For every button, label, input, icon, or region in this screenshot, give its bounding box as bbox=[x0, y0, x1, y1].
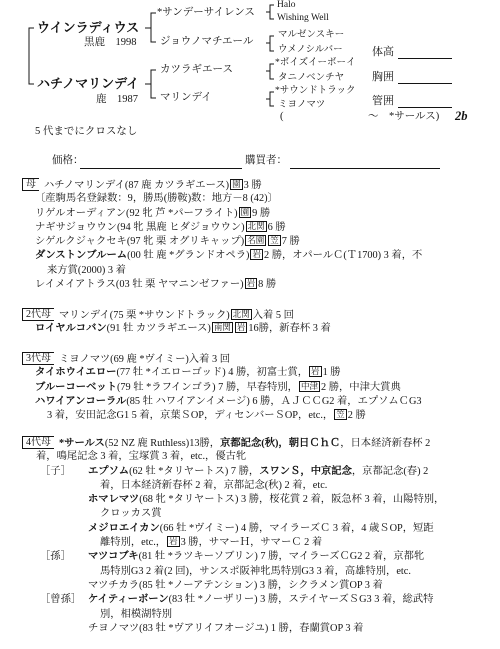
dam-section bbox=[22, 178, 482, 292]
emphasized-text: ダンストンブルーム bbox=[35, 250, 128, 262]
record-text: ナギサジョウウン(94 牝 黒鹿 ヒダジョウウン) bbox=[35, 221, 245, 233]
record-text: ミヨノマツ(69 鹿 *ヴイミー)入着 3 回 bbox=[59, 354, 230, 365]
region-badge: 岩 bbox=[169, 536, 178, 547]
record-text: 着，鳴尾記念 3 着，宝塚賞 3 着，etc.，優古牝 bbox=[36, 451, 247, 463]
record-text: (62 牡 *タリヤートス) 7 勝， bbox=[129, 465, 260, 477]
sire-dam-name: ジョウノマチエール bbox=[160, 36, 254, 47]
cannon-label: 管囲 bbox=[372, 95, 394, 107]
cannon-blank bbox=[398, 107, 452, 108]
buyer-blank bbox=[290, 168, 440, 169]
sire-dam-bracket bbox=[266, 36, 274, 51]
fourth-dam-section bbox=[22, 436, 482, 636]
height-label: 体高 bbox=[372, 46, 394, 58]
dam-bracket bbox=[145, 70, 156, 98]
record-text: 3 勝，サマーＨ，サマーＣ 2 着 bbox=[180, 537, 323, 549]
emphasized-text: ハワイアンコーラル bbox=[35, 395, 127, 407]
region-badge: 南関 bbox=[213, 322, 231, 333]
region-badge: 岩 bbox=[311, 366, 320, 377]
record-line bbox=[40, 622, 482, 636]
record-line bbox=[40, 465, 482, 479]
emphasized-text: ロイヤルコバン bbox=[35, 323, 107, 335]
record-line bbox=[35, 366, 482, 380]
second-dam-section bbox=[22, 308, 482, 337]
record-text: 6 勝 bbox=[267, 221, 286, 233]
record-line bbox=[22, 436, 482, 450]
great-grandparent-name: Halo bbox=[277, 0, 296, 10]
record-text: 7 勝 bbox=[281, 236, 300, 248]
record-text: (81 牡 *ラツキーソブリン) 7 勝，マイラーズＣG2 2 着，京都牝 bbox=[138, 551, 425, 563]
dam-sire-bracket bbox=[266, 64, 274, 79]
record-text: 8 勝 bbox=[258, 279, 277, 291]
record-line bbox=[35, 278, 482, 292]
region-badge: 中津 bbox=[300, 380, 318, 391]
record-text: 着，日本経済新春杯 2 着，京都記念(秋) 2 着，etc. bbox=[100, 479, 328, 491]
record-line bbox=[35, 235, 482, 249]
main-bracket bbox=[29, 28, 34, 84]
region-badge: 岩 bbox=[236, 322, 246, 333]
record-line bbox=[22, 178, 482, 192]
record-line bbox=[47, 264, 482, 278]
record-text: ，日本経済新春杯 2 bbox=[340, 438, 431, 449]
great-grandparent-name: タニノベンチヤ bbox=[278, 73, 345, 83]
sire-sire-bracket bbox=[266, 5, 274, 19]
emphasized-text: *サールス bbox=[59, 438, 105, 449]
region-badge: 岩 bbox=[246, 278, 256, 289]
emphasized-text: ホマレマツ bbox=[88, 494, 140, 506]
record-text: リゲルオーディアン(92 牝 芦 *パーフライト) bbox=[35, 207, 238, 219]
family-line-range: ～ *サールス) bbox=[368, 111, 440, 122]
generation-tag: ［曾孫］ bbox=[40, 594, 82, 606]
emphasized-text: メジロエイカン bbox=[88, 522, 160, 534]
region-badge: 名園 bbox=[247, 235, 265, 246]
record-line bbox=[22, 352, 482, 366]
great-grandparent-name: ウメノシルバー bbox=[278, 45, 343, 55]
record-line bbox=[22, 308, 482, 322]
record-line bbox=[40, 579, 482, 593]
section-label: 3代母 bbox=[22, 352, 54, 365]
record-line bbox=[35, 395, 482, 409]
emphasized-text: ブルーコーベット bbox=[35, 381, 117, 393]
great-grandparent-name: ミヨノマツ bbox=[278, 100, 326, 110]
third-dam-section bbox=[22, 352, 482, 423]
record-text: 3 勝 bbox=[243, 180, 262, 191]
family-line-open: ( bbox=[280, 111, 284, 122]
record-line bbox=[100, 536, 482, 550]
record-text: 2 勝，オパールＣ(Ｔ1700) 3 着，不 bbox=[263, 250, 423, 262]
record-line bbox=[35, 249, 482, 263]
buyer-label: 購買者： bbox=[245, 155, 287, 166]
cross-note: 5 代までにクロスなし bbox=[35, 126, 138, 137]
record-text: (00 牡 鹿 *グランドオペラ) bbox=[127, 250, 250, 262]
record-text: (77 牡 *イエローゴッド) 4 勝，初富士賞， bbox=[116, 367, 309, 379]
emphasized-text: ケイティーボーン bbox=[88, 594, 169, 606]
sire-sire-name: *サンデーサイレンス bbox=[157, 7, 255, 18]
emphasized-text: マツコブキ bbox=[88, 551, 139, 563]
record-line bbox=[100, 479, 482, 493]
dam-dam-name: マリンデイ bbox=[160, 92, 212, 103]
record-text: 入着 5 回 bbox=[252, 310, 294, 321]
region-badge: 園 bbox=[232, 179, 241, 189]
girth-blank bbox=[398, 83, 452, 84]
emphasized-text: スワンＳ，中京記念 bbox=[259, 465, 352, 477]
record-text: 来方賞(2000) 3 着 bbox=[47, 264, 126, 276]
price-blank bbox=[80, 168, 242, 169]
record-text: (85 牡 ハワイアンイメージ) 6 勝，ＡＪＣＣG2 着，エプソムＣG3 bbox=[126, 395, 422, 407]
record-line bbox=[35, 192, 482, 206]
emphasized-text: エプソム bbox=[88, 465, 130, 477]
record-line bbox=[35, 207, 482, 221]
generation-tag: ［孫］ bbox=[40, 551, 71, 563]
record-text: 16勝，新春杯 3 着 bbox=[248, 323, 331, 335]
region-badge: 笠 bbox=[270, 235, 279, 246]
record-line bbox=[40, 522, 482, 536]
record-text: ハチノマリンデイ(87 鹿 カツラギエース) bbox=[44, 180, 230, 191]
record-text: (79 牡 *ラフインゴラ) 7 勝，早春特別， bbox=[116, 381, 298, 393]
dam-dam-bracket bbox=[266, 92, 274, 106]
record-text: 〔産駒馬名登録数：9，勝馬(勝鞍)数：地方－8 (42)〕 bbox=[35, 193, 278, 205]
record-text: 1 勝 bbox=[322, 367, 341, 379]
dam-name: ハチノマリンデイ bbox=[37, 76, 140, 91]
record-text: 離特別，etc.， bbox=[100, 537, 167, 549]
sire-name: ウインラディウス bbox=[37, 20, 140, 35]
great-grandparent-name: *サウンドトラック bbox=[275, 86, 356, 96]
great-grandparent-name: *ボイズイーボーイ bbox=[275, 58, 356, 68]
great-grandparent-name: マルゼンスキー bbox=[278, 30, 345, 40]
record-text: クロッカス賞 bbox=[100, 508, 162, 520]
record-text: マリンデイ(75 栗 *サウンドトラック) bbox=[59, 310, 230, 321]
record-text: 2 勝，中津大賞典 bbox=[320, 381, 401, 393]
record-line bbox=[100, 608, 482, 622]
record-text: マツチカラ(85 牡 *ノーアテンション) 3 勝，シクラメン賞OP 3 着 bbox=[88, 579, 383, 591]
sire-color-year: 黒鹿 1998 bbox=[84, 37, 137, 48]
record-line bbox=[35, 221, 482, 235]
region-badge: 北関 bbox=[247, 220, 265, 231]
section-label: 母 bbox=[22, 178, 39, 191]
record-text: (66 牡 *ヴイミー) 4 勝，マイラーズＣ 3 着，4 歳ＳOP，短距 bbox=[159, 522, 434, 534]
record-line bbox=[36, 450, 482, 464]
region-badge: 岩 bbox=[252, 249, 261, 260]
height-blank bbox=[398, 58, 452, 59]
record-text: チヨノマツ(83 牡 *ヴアリイフオージユ) 1 勝，春蘭賞OP 3 着 bbox=[88, 622, 364, 634]
region-badge: 笠 bbox=[336, 409, 345, 420]
sire-bracket bbox=[145, 13, 156, 42]
generation-tag: ［子］ bbox=[40, 465, 71, 477]
dam-sire-name: カツラギエース bbox=[160, 64, 233, 75]
record-text: (52 NZ 鹿 Ruthless)13勝， bbox=[104, 438, 221, 449]
family-number: 2b bbox=[455, 109, 468, 123]
record-line bbox=[40, 593, 482, 607]
record-line bbox=[35, 381, 482, 395]
record-text: 2 勝 bbox=[347, 410, 366, 422]
record-text: (91 牡 カツラギエース) bbox=[106, 323, 211, 335]
record-text: 9 勝 bbox=[252, 207, 271, 219]
record-text: ，京都記念(春) 2 bbox=[351, 465, 429, 477]
record-line bbox=[100, 565, 482, 579]
region-badge: 園 bbox=[240, 206, 250, 217]
record-line bbox=[100, 507, 482, 521]
record-text: (83 牡 *ノーザリー) 3 勝，ステイヤーズＳG3 3 着，総武特 bbox=[168, 594, 434, 606]
dam-color-year: 鹿 1987 bbox=[96, 94, 138, 105]
record-line bbox=[40, 493, 482, 507]
record-line bbox=[47, 409, 482, 423]
price-label: 価格： bbox=[52, 155, 84, 166]
record-text: シゲルクジャクセキ(97 牝 栗 オグリキャップ) bbox=[35, 236, 245, 248]
emphasized-text: 京都記念(秋)，朝日ＣｈＣ bbox=[220, 438, 341, 449]
section-label: 2代母 bbox=[22, 308, 54, 321]
great-grandparent-name: Wishing Well bbox=[277, 13, 329, 23]
record-text: 別，相模湖特別 bbox=[100, 608, 173, 620]
record-text: 3 着，安田記念G1 5 着，京葉ＳOP，ディセンバーＳOP，etc.， bbox=[47, 410, 334, 422]
record-text: (68 牝 *タリヤートス) 3 勝，桜花賞 2 着，阪急杯 3 着，山陽特別， bbox=[139, 494, 445, 506]
girth-label: 胸囲 bbox=[372, 71, 394, 83]
record-line bbox=[35, 322, 482, 336]
emphasized-text: タイホウイエロー bbox=[35, 367, 117, 379]
record-text: レイメイアトラス(03 牡 栗 ヤマニンゼファー) bbox=[35, 279, 244, 291]
record-text: 馬特別G3 2 着(2 回)，サンスポ阪神牝馬特別G3 3 着，高雄特別，etc. bbox=[100, 565, 411, 577]
section-label: 4代母 bbox=[22, 436, 54, 449]
record-line bbox=[40, 550, 482, 564]
region-badge: 北関 bbox=[232, 309, 250, 319]
